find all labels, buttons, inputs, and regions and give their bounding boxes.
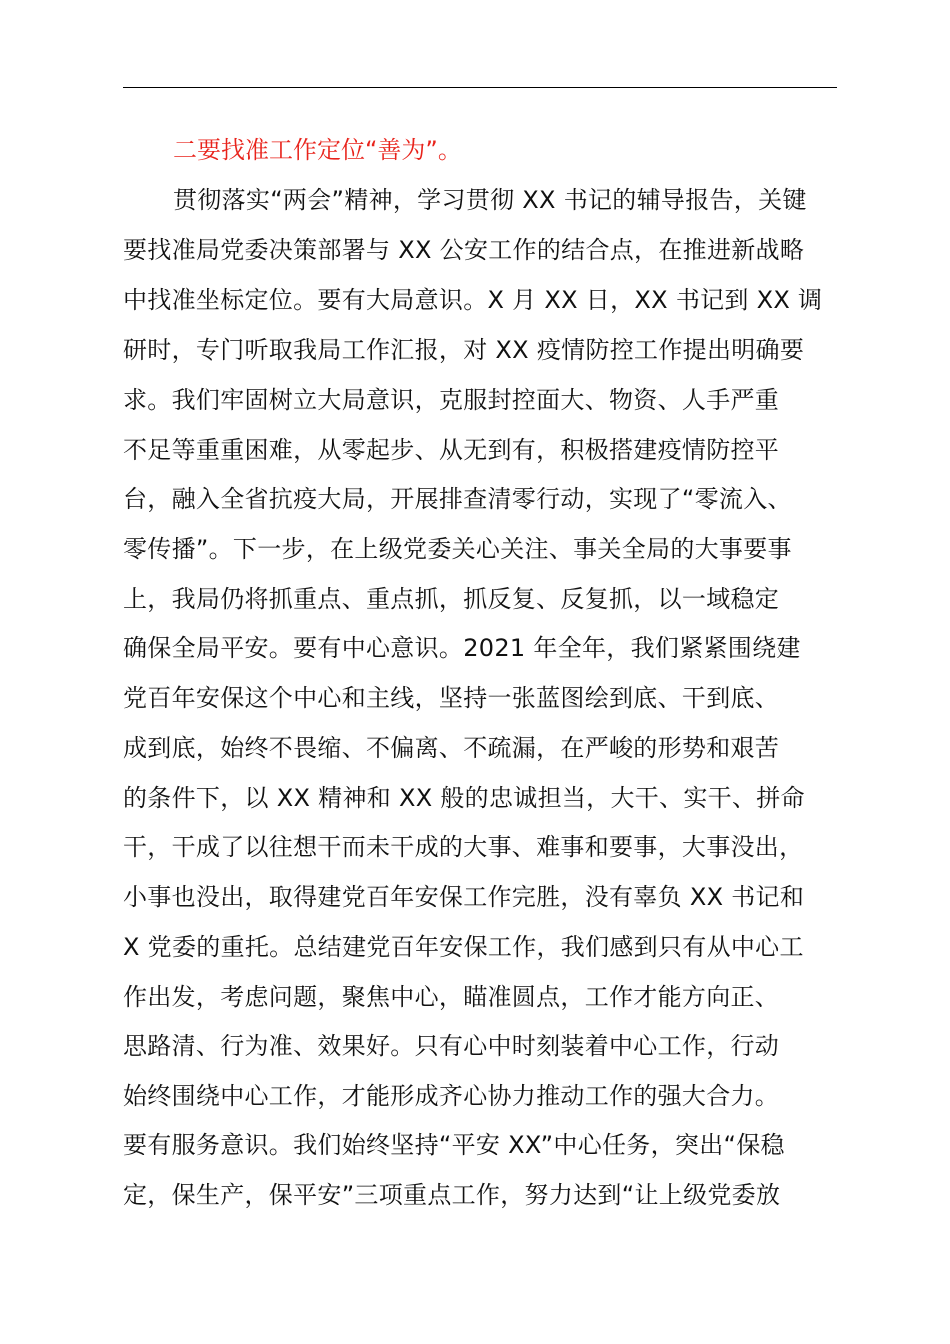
paragraph-line: 的条件下，以 XX 精神和 XX 般的忠诚担当，大干、实干、拼命 <box>123 784 805 812</box>
paragraph-line: 党百年安保这个中心和主线，坚持一张蓝图绘到底、干到底、 <box>123 684 780 712</box>
paragraph-line: 成到底，始终不畏缩、不偏离、不疏漏，在严峻的形势和艰苦 <box>123 734 780 762</box>
paragraph-line: 小事也没出，取得建党百年安保工作完胜，没有辜负 XX 书记和 <box>123 883 805 911</box>
paragraph-line: 台，融入全省抗疫大局，开展排查清零行动，实现了“零流入、 <box>123 485 792 513</box>
paragraph-line: 中找准坐标定位。要有大局意识。X 月 XX 日，XX 书记到 XX 调 <box>123 286 823 314</box>
paragraph-line: 定，保生产，保平安”三项重点工作，努力达到“让上级党委放 <box>123 1181 781 1209</box>
paragraph-line: 零传播”。下一步，在上级党委关心关注、事关全局的大事要事 <box>123 535 792 563</box>
paragraph-line: 始终围绕中心工作，才能形成齐心协力推动工作的强大合力。 <box>123 1082 780 1110</box>
paragraph-line: 作出发，考虑问题，聚焦中心，瞄准圆点，工作才能方向正、 <box>123 983 780 1011</box>
paragraph-line: 确保全局平安。要有中心意识。2021 年全年，我们紧紧围绕建 <box>123 634 801 662</box>
paragraph-line: 上，我局仍将抓重点、重点抓，抓反复、反复抓，以一域稳定 <box>123 585 780 613</box>
paragraph-line: 求。我们牢固树立大局意识，克服封控面大、物资、人手严重 <box>123 386 780 414</box>
section-heading: 二要找准工作定位“善为”。 <box>173 136 462 164</box>
paragraph-line: 研时，专门听取我局工作汇报，对 XX 疫情防控工作提出明确要 <box>123 336 805 364</box>
paragraph-line: 要有服务意识。我们始终坚持“平安 XX”中心任务，突出“保稳 <box>123 1131 785 1159</box>
paragraph-line: X 党委的重托。总结建党百年安保工作，我们感到只有从中心工 <box>123 933 804 961</box>
paragraph-line: 不足等重重困难，从零起步、从无到有，积极搭建疫情防控平 <box>123 436 780 464</box>
paragraph-line: 要找准局党委决策部署与 XX 公安工作的结合点，在推进新战略 <box>123 236 805 264</box>
paragraph-line: 干，干成了以往想干而未干成的大事、难事和要事，大事没出， <box>123 833 804 861</box>
paragraph-line: 贯彻落实“两会”精神，学习贯彻 XX 书记的辅导报告，关键 <box>173 186 807 214</box>
paragraph-line: 思路清、行为准、效果好。只有心中时刻装着中心工作，行动 <box>123 1032 780 1060</box>
header-rule <box>123 87 837 88</box>
